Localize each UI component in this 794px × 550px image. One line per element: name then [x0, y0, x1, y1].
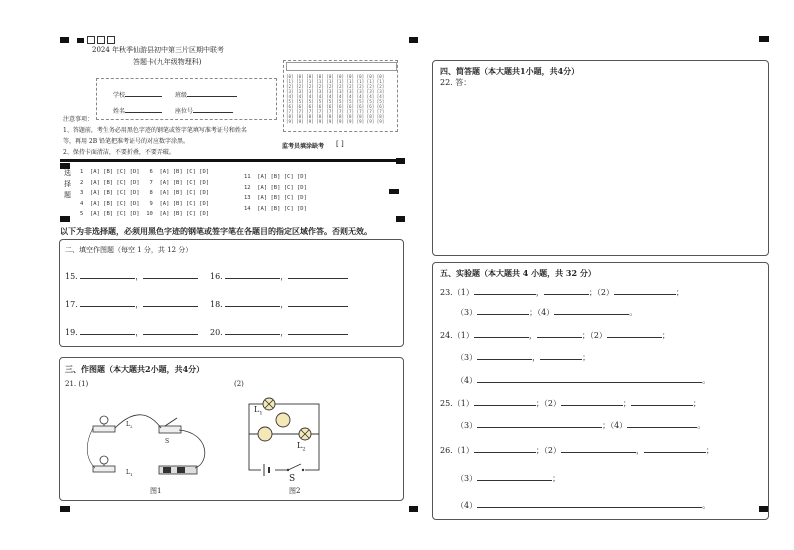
fig1-s-label: S	[165, 438, 170, 445]
timing-mark	[389, 189, 399, 194]
mc-block-1[interactable]	[80, 167, 209, 220]
exam-subtitle: 答题卡(九年级物理科)	[133, 58, 202, 66]
fig1-l1-label: $L_1$	[126, 469, 133, 478]
notice-heading: 注意事项：	[63, 116, 94, 123]
q24-row-2[interactable]: （3） ， ；	[456, 353, 591, 362]
mc-row[interactable]: 2 [A] [B] [C] [D] 7 [A] [B] [C] [D]	[80, 179, 210, 186]
absent-label: 监考员填涂缺考	[282, 143, 325, 150]
q17-answer[interactable]: 17. ，	[65, 298, 198, 310]
q25-row-1[interactable]: 25.（1） ；（2） ； ；	[440, 399, 701, 408]
class-field[interactable]	[175, 88, 237, 99]
q26-row-3[interactable]: （4） 。	[456, 501, 711, 510]
timing-mark	[409, 37, 418, 43]
notice-item-2: 2、保持卡面清洁，不要折叠，不要弄破。	[63, 149, 175, 156]
fig2-l1-label: $L_1$	[254, 405, 263, 417]
q22-label: 22. 答：	[440, 78, 472, 87]
seat-label: 座位号	[175, 108, 194, 115]
timing-mark	[60, 506, 70, 512]
q23-row-2[interactable]: （3） ；（4） 。	[456, 308, 638, 317]
short-answer-section[interactable]	[432, 60, 769, 256]
q26-row-2[interactable]: （3） ；	[456, 474, 561, 483]
fig1-l2-label: $L_2$	[126, 421, 133, 430]
non-choice-warning: 以下为非选择题，必须用黑色字迹的钢笔或签字笔在各题目的指定区域作答。否则无效。	[60, 226, 372, 236]
name-field[interactable]	[113, 104, 162, 115]
fill-heading: 二、填空作图题（每空 1 分，共 12 分）	[65, 246, 193, 254]
mc-label: 选 择 题	[64, 169, 71, 199]
notice-item-1b: 等，再用 2B 铅笔把准考证号的对应数字涂黑。	[63, 138, 190, 145]
q23-row-1[interactable]: 23.（1） ， ；（2） ；	[440, 288, 684, 297]
q16-answer[interactable]: 16. ，	[210, 270, 348, 282]
school-label: 学校	[113, 92, 126, 99]
short-answer-heading: 四、简答题（本大题共1小题，共4分）	[440, 66, 580, 76]
draw-heading: 三、作图题（本大题共2小题，共4分）	[65, 364, 205, 374]
mc-row[interactable]: 13 [A] [B] [C] [D]	[244, 195, 307, 201]
exam-number-grid[interactable]	[283, 60, 398, 132]
figure-1-caption: 图1	[150, 487, 162, 495]
experiment-heading: 五、实验题（本大题共 4 小题，共 32 分）	[440, 268, 596, 278]
school-field[interactable]	[113, 88, 162, 99]
absent-bracket[interactable]: [ ]	[336, 140, 344, 148]
seat-field[interactable]	[175, 104, 233, 115]
fig2-l2-label: $L_2$	[297, 441, 306, 453]
q15-answer[interactable]: 15. ，	[65, 270, 198, 282]
mc-row[interactable]: 14 [A] [B] [C] [D]	[244, 205, 307, 212]
class-label: 班级	[175, 92, 188, 99]
mc-block-2[interactable]	[244, 172, 307, 214]
timing-square	[107, 36, 115, 44]
name-label: 姓名	[113, 108, 126, 115]
q26-row-1[interactable]: 26.（1） ；（2） ， ；	[440, 446, 714, 455]
q21-2-label: (2)	[234, 380, 244, 388]
figure-2-caption: 图2	[289, 487, 301, 495]
q21-label: 21. (1)	[65, 380, 89, 388]
timing-square	[87, 36, 95, 44]
q20-answer[interactable]: 20. ，	[210, 326, 348, 338]
mc-row[interactable]: 12 [A] [B] [C] [D]	[244, 184, 307, 191]
q25-row-2[interactable]: （3） ；（4） 。	[456, 421, 706, 430]
exam-title: 2024 年秋季仙游县初中第三片区期中联考	[92, 46, 225, 54]
q24-row-1[interactable]: 24.（1） ， ；（2） ；	[440, 331, 670, 340]
timing-mark	[396, 216, 405, 222]
timing-mark	[409, 506, 418, 512]
fig2-s-label: S	[289, 474, 296, 484]
mc-row[interactable]: 1 [A] [B] [C] [D] 6 [A] [B] [C] [D]	[80, 169, 210, 175]
q19-answer[interactable]: 19. ，	[65, 326, 198, 338]
mc-row[interactable]: 5 [A] [B] [C] [D] 10 [A] [B] [C] [D]	[80, 211, 210, 217]
mc-row[interactable]: 3 [A] [B] [C] [D] 8 [A] [B] [C] [D]	[80, 190, 210, 196]
timing-square	[97, 36, 105, 44]
timing-mark	[759, 36, 769, 42]
timing-mark	[60, 216, 70, 222]
timing-mark	[77, 38, 84, 43]
timing-mark	[60, 37, 69, 43]
q24-row-3[interactable]: （4） 。	[456, 376, 711, 385]
figure-1-circuit[interactable]	[85, 408, 215, 488]
bubble-columns: [0] [0] [0] [0] [0] [0] [0] [0] [0] [0] [1] [1] [1] [1] [1] [1] [1] [1] [1] [1] [2] [2] [2] [2] [2] [2] [2] [2] [2] [2] [3] [3] [3] [3] [3] [3] [3] [3] [3] [3] [4] [4] [4] [4] [4] [4] [4] [4] [4] [4] [5] [5] [5] [5] [5] [5] [5] [5] [5] [5] [6] [6] [6] [6] [6] [6] [6] [6] [6] [6] [7] [7] [7] [7] [7] [7] [7] [7] [7] [7] [8] [8] [8] [8] [8] [8] [8] [8] [8] [8] [9] [9] [9] [9] [9] [9] [9] [9] [9] [9]	[286, 74, 385, 124]
notice-item-1: 1、答题前，考生务必用黑色字迹的钢笔或签字笔填写准考证号和姓名	[63, 127, 247, 134]
q18-answer[interactable]: 18. ，	[210, 298, 348, 310]
separator-bar	[60, 159, 404, 162]
mc-row[interactable]: 11 [A] [B] [C] [D]	[244, 174, 307, 180]
mc-row[interactable]: 4 [A] [B] [C] [D] 9 [A] [B] [C] [D]	[80, 200, 210, 207]
